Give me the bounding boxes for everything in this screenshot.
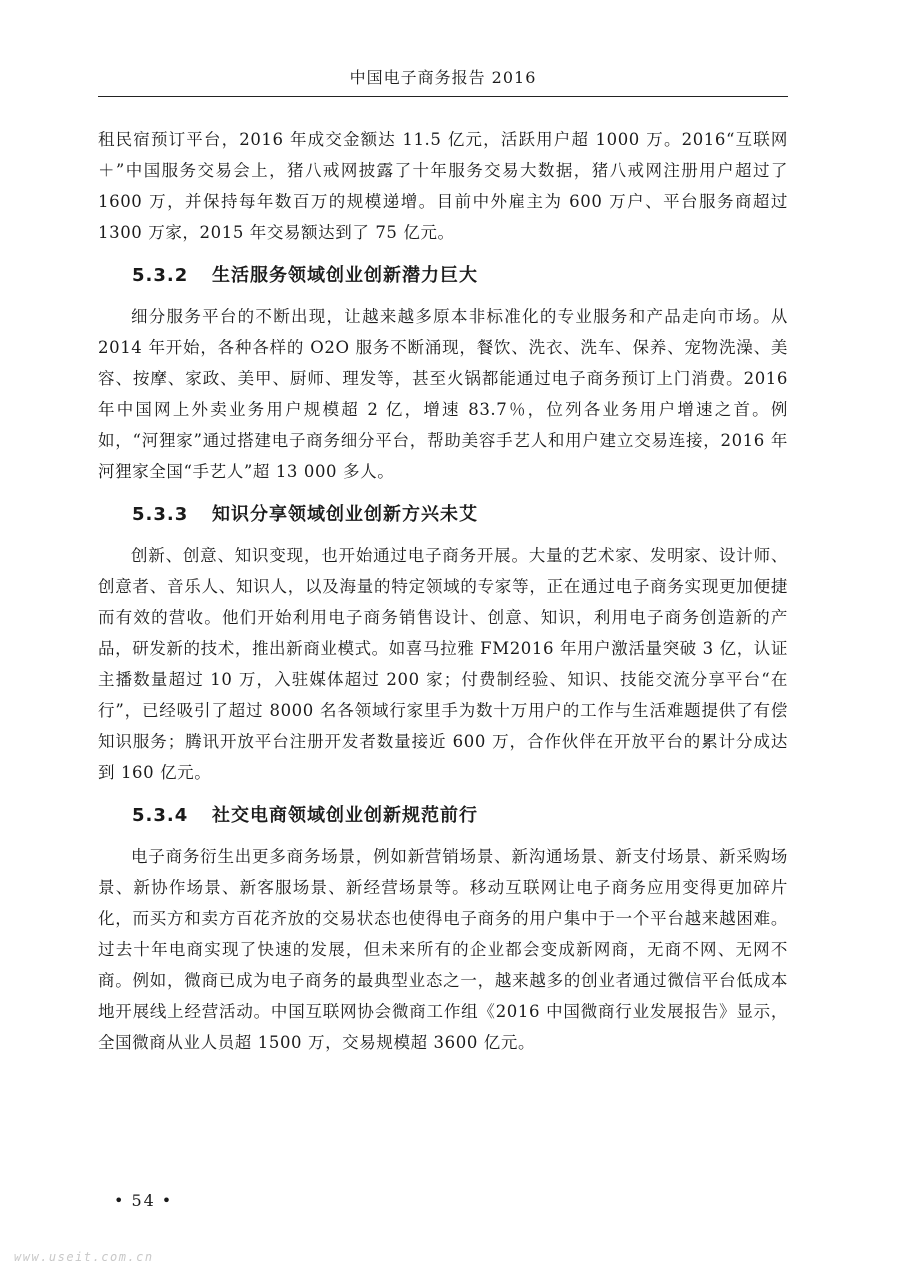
section-body-5-3-4: 电子商务衍生出更多商务场景，例如新营销场景、新沟通场景、新支付场景、新采购场景、新协作场景、新客服场景、新经营场景等。移动互联网让电子商务应用变得更加碎片化，而买方和卖方百花齐放的交易状态也使得电子商务的用户集中于一个平台越来越困难。过去十年电商实现了快速的发展，但未来所有的企业都会变成新网商，无商不网、无网不商。例如，微商已成为电子商务的最典型业态之一，越来越多的创业者通过微信平台低成本地开展线上经营活动。中国互联网协会微商工作组《2016 中国微商行业发展报告》显示，全国微商从业人员超 1500 万，交易规模超 3600 亿元。 [98,847,788,1052]
section-title: 社交电商领域创业创新规范前行 [212,805,478,826]
section-number: 5.3.4 [132,805,189,826]
section-body-5-3-3: 创新、创意、知识变现，也开始通过电子商务开展。大量的艺术家、发明家、设计师、创意者、音乐人、知识人，以及海量的特定领域的专家等，正在通过电子商务实现更加便捷而有效的营收。他们开始利用电子商务销售设计、创意、知识，利用电子商务创造新的产品，研发新的技术，推出新商业模式。如喜马拉雅 FM2016 年用户激活量突破 3 亿，认证主播数量超过 10 万，入驻媒体超过 200 家；付费制经验、知识、技能交流分享平台“在行”，已经吸引了超过 8000 名各领域行家里手为数十万用户的工作与生活难题提供了有偿知识服务；腾讯开放平台注册开发者数量接近 600 万，合作伙伴在开放平台的累计分成达到 160 亿元。 [98,546,788,782]
section-number: 5.3.2 [132,265,189,286]
intro-paragraph: 租民宿预订平台，2016 年成交金额达 11.5 亿元，活跃用户超 1000 万。2016“互联网＋”中国服务交易会上，猪八戒网披露了十年服务交易大数据，猪八戒网注册用户超过了 1600 万，并保持每年数百万的规模递增。目前中外雇主为 600 万户、平台服务商超过 1300 万家，2015 年交易额达到了 75 亿元。 [98,130,788,242]
page-content [98,124,788,1058]
section-heading-5-3-2 [98,262,788,290]
section-title: 知识分享领域创业创新方兴未艾 [212,504,478,525]
bullet-dot: • [114,1191,126,1210]
page-number-value: 54 [131,1191,156,1210]
watermark: www.useit.com.cn [14,1250,154,1264]
header-divider [98,96,788,97]
section-body-5-3-2: 细分服务平台的不断出现，让越来越多原本非标准化的专业服务和产品走向市场。从 2014 年开始，各种各样的 O2O 服务不断涌现，餐饮、洗衣、洗车、保养、宠物洗澡、美容、按摩、家政、美甲、厨师、理发等，甚至火锅都能通过电子商务预订上门消费。2016 年中国网上外卖业务用户规模超 2 亿，增速 83.7％，位列各业务用户增速之首。例如，“河狸家”通过搭建电子商务细分平台，帮助美容手艺人和用户建立交易连接，2016 年河狸家全国“手艺人”超 13 000 多人。 [98,307,788,481]
section-heading-5-3-3 [98,501,788,529]
section-heading-5-3-4 [98,802,788,830]
page-number [108,1191,179,1210]
running-header: 中国电子商务报告 2016 [349,68,537,87]
section-title: 生活服务领域创业创新潜力巨大 [212,265,478,286]
section-number: 5.3.3 [132,504,189,525]
bullet-dot: • [161,1191,174,1210]
